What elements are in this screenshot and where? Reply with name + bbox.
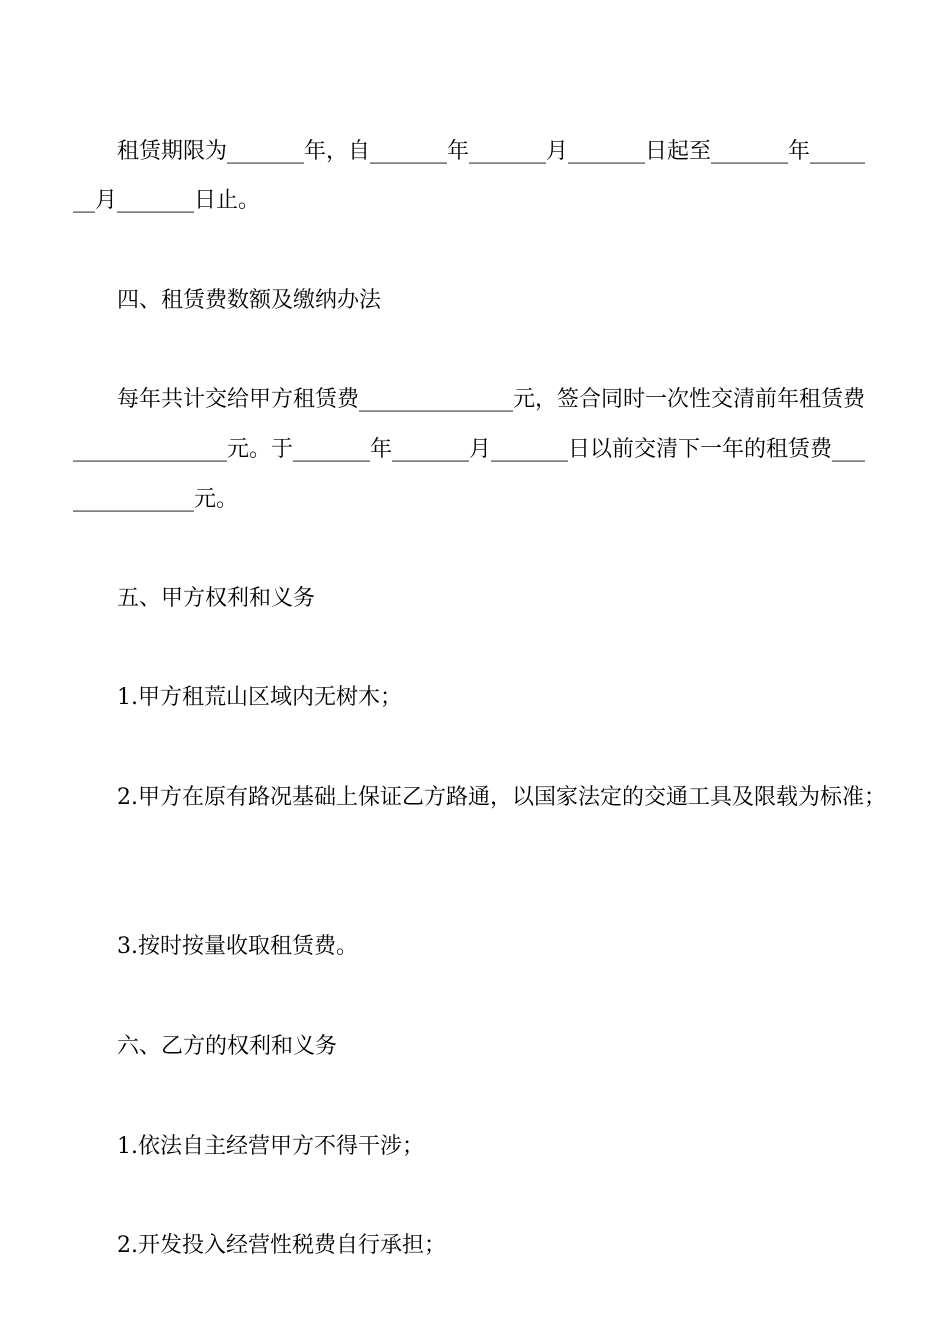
section-six-heading: 六、乙方的权利和义务 <box>117 1034 338 1059</box>
party-a-clause-2: 2.甲方在原有路况基础上保证乙方路通，以国家法定的交通工具及限载为标准； <box>117 785 886 810</box>
fee-paragraph-line-1: 每年共计交给甲方租赁费______________元，签合同时一次性交清前年租赁费 <box>117 387 866 412</box>
party-b-clause-1: 1.依法自主经营甲方不得干涉； <box>117 1134 424 1159</box>
section-four-heading: 四、租赁费数额及缴纳办法 <box>117 288 382 313</box>
lease-term-line-2: __月_______日止。 <box>73 188 261 213</box>
section-five-heading: 五、甲方权利和义务 <box>117 586 316 611</box>
fee-paragraph-line-3: ___________元。 <box>73 487 239 512</box>
party-b-clause-2: 2.开发投入经营性税费自行承担； <box>117 1233 446 1258</box>
lease-term-line-1: 租赁期限为_______年，自_______年_______月_______日起至_______年_____ <box>117 139 866 164</box>
party-a-clause-1: 1.甲方租荒山区域内无树木； <box>117 685 402 710</box>
fee-paragraph-line-2: ______________元。于_______年_______月_______日以前交清下一年的租赁费___ <box>73 437 866 462</box>
party-a-clause-3: 3.按时按量收取租赁费。 <box>117 934 358 959</box>
